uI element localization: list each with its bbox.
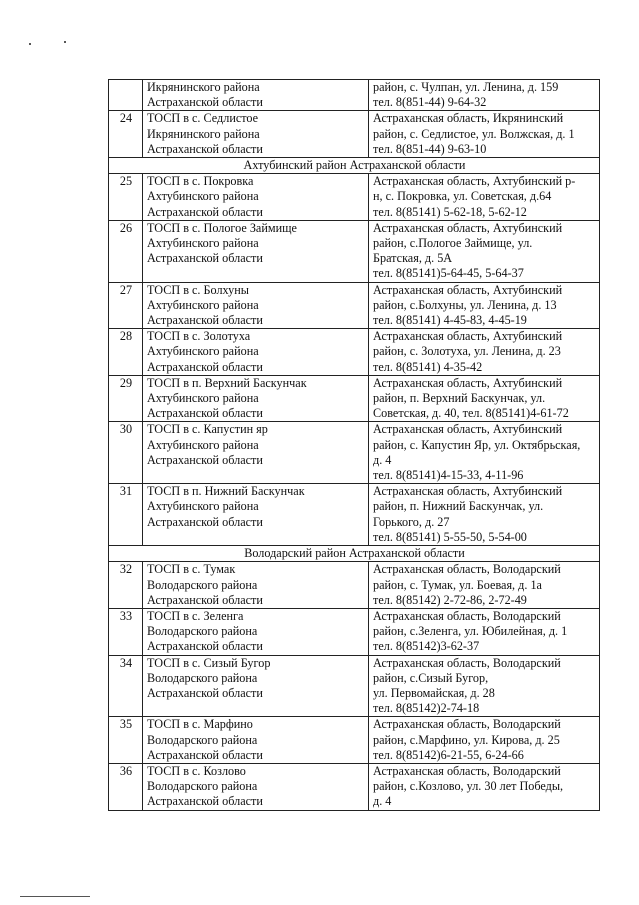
office-address-line: район, с. Седлистое, ул. Волжская, д. 1 [373, 126, 575, 141]
office-address-line: тел. 8(85142)2-74-18 [373, 701, 480, 716]
row-number: 32 [109, 562, 143, 609]
office-name-line: Астраханской области [147, 794, 263, 809]
table-row [109, 422, 600, 484]
office-name-cell [143, 80, 369, 111]
office-address-cell [369, 80, 600, 111]
office-address-line: ул. Первомайская, д. 28 [373, 685, 495, 700]
table-row [109, 329, 600, 376]
office-name-line: ТОСП в с. Тумак [147, 562, 236, 577]
office-address-line: тел. 8(85141) 4-45-83, 4-45-19 [373, 313, 527, 328]
office-address-cell [369, 484, 600, 546]
office-address-line: Горького, д. 27 [373, 514, 450, 529]
section-heading: Володарский район Астраханской области [109, 546, 600, 562]
table-row [109, 220, 600, 282]
office-address-line: Астраханская область, Володарский [373, 562, 561, 577]
office-address-line: тел. 8(851-44) 9-63-10 [373, 141, 487, 156]
office-address-line: Астраханская область, Ахтубинский р- [373, 174, 576, 189]
office-address-line: н, с. Покровка, ул. Советская, д.64 [373, 189, 552, 204]
table-row [109, 80, 600, 111]
row-number: 24 [109, 111, 143, 158]
office-address-line: д. 4 [373, 452, 392, 467]
office-address-line: район, с.Болхуны, ул. Ленина, д. 13 [373, 297, 557, 312]
office-name-cell [143, 717, 369, 764]
office-name-line: ТОСП в с. Покровка [147, 174, 254, 189]
office-name-line: ТОСП в с. Козлово [147, 763, 246, 778]
office-name-line: ТОСП в с. Капустин яр [147, 422, 268, 437]
office-name-cell [143, 608, 369, 655]
office-address-line: Астраханская область, Ахтубинский [373, 220, 563, 235]
table-row [109, 111, 600, 158]
office-name-line: Ахтубинского района [147, 236, 259, 251]
table-row [109, 608, 600, 655]
row-number: 31 [109, 484, 143, 546]
row-number: 35 [109, 717, 143, 764]
table-row [109, 717, 600, 764]
office-name-line: ТОСП в п. Верхний Баскунчак [147, 375, 307, 390]
office-address-line: Астраханская область, Ахтубинский [373, 282, 563, 297]
office-address-cell [369, 422, 600, 484]
office-name-cell [143, 220, 369, 282]
office-address-cell [369, 220, 600, 282]
office-address-line: тел. 8(85142)3-62-37 [373, 639, 480, 654]
row-number: 30 [109, 422, 143, 484]
office-address-line: Советская, д. 40, тел. 8(85141)4-61-72 [373, 406, 569, 421]
office-address-line: район, с. Чулпан, ул. Ленина, д. 159 [373, 80, 559, 94]
page-edge-mark [20, 896, 90, 897]
row-number: 36 [109, 763, 143, 810]
office-address-line: Астраханская область, Володарский [373, 655, 561, 670]
office-name-line: Астраханской области [147, 95, 263, 110]
office-address-line: район, с. Капустин Яр, ул. Октябрьская, [373, 437, 581, 452]
office-address-line: тел. 8(85141) 5-62-18, 5-62-12 [373, 204, 527, 219]
office-address-cell [369, 282, 600, 329]
office-address-line: район, с. Тумак, ул. Боевая, д. 1а [373, 577, 542, 592]
row-number: 26 [109, 220, 143, 282]
office-address-cell [369, 562, 600, 609]
table-row [109, 655, 600, 717]
office-name-line: Астраханской области [147, 747, 263, 762]
office-name-line: Ахтубинского района [147, 499, 259, 514]
office-name-cell [143, 329, 369, 376]
office-name-line: Ахтубинского района [147, 344, 259, 359]
section-row [109, 158, 600, 174]
office-name-line: ТОСП в с. Золотуха [147, 329, 251, 344]
office-address-line: район, с.Сизый Бугор, [373, 670, 489, 685]
office-name-line: ТОСП в с. Седлистое [147, 111, 259, 126]
table-row [109, 562, 600, 609]
office-address-line: район, п. Нижний Баскунчак, ул. [373, 499, 544, 514]
row-number: 25 [109, 174, 143, 221]
table-row [109, 174, 600, 221]
table-row [109, 375, 600, 422]
section-heading: Ахтубинский район Астраханской области [109, 158, 600, 174]
office-address-table [108, 79, 600, 811]
office-address-line: тел. 8(85142)6-21-55, 6-24-66 [373, 747, 524, 762]
office-address-line: район, с.Козлово, ул. 30 лет Победы, [373, 779, 564, 794]
office-address-line: тел. 8(851-44) 9-64-32 [373, 95, 487, 110]
office-name-line: Икрянинского района [147, 126, 260, 141]
office-address-line: тел. 8(85141) 4-35-42 [373, 359, 483, 374]
scan-speck [29, 43, 31, 45]
section-row [109, 546, 600, 562]
office-name-line: Астраханской области [147, 406, 263, 421]
office-address-line: Астраханская область, Ахтубинский [373, 375, 563, 390]
office-name-line: Ахтубинского района [147, 391, 259, 406]
office-address-cell [369, 608, 600, 655]
office-address-line: тел. 8(85141)4-15-33, 4-11-96 [373, 468, 524, 483]
office-name-cell [143, 375, 369, 422]
office-name-cell [143, 562, 369, 609]
row-number: 29 [109, 375, 143, 422]
office-name-line: Астраханской области [147, 204, 263, 219]
office-name-line: Астраханской области [147, 251, 263, 266]
office-address-line: район, с. Золотуха, ул. Ленина, д. 23 [373, 344, 561, 359]
office-name-line: ТОСП в п. Нижний Баскунчак [147, 484, 305, 499]
table-row [109, 282, 600, 329]
office-address-line: район, с.Зеленга, ул. Юбилейная, д. 1 [373, 624, 568, 639]
office-address-line: Астраханская область, Ахтубинский [373, 422, 563, 437]
office-address-line: Астраханская область, Володарский [373, 717, 561, 732]
office-name-cell [143, 763, 369, 810]
office-name-cell [143, 111, 369, 158]
office-name-line: ТОСП в с. Марфино [147, 717, 253, 732]
office-name-line: Астраханской области [147, 359, 263, 374]
row-number: 27 [109, 282, 143, 329]
office-address-line: Астраханская область, Ахтубинский [373, 484, 563, 499]
row-number [109, 80, 143, 111]
office-name-line: Астраханской области [147, 685, 263, 700]
office-address-line: д. 4 [373, 794, 392, 809]
office-address-line: район, с.Марфино, ул. Кирова, д. 25 [373, 732, 560, 747]
row-number: 28 [109, 329, 143, 376]
row-number: 34 [109, 655, 143, 717]
table-row [109, 484, 600, 546]
office-address-line: тел. 8(85141) 5-55-50, 5-54-00 [373, 529, 527, 544]
office-address-cell [369, 655, 600, 717]
office-name-line: Володарского района [147, 624, 258, 639]
office-address-line: Братская, д. 5А [373, 251, 453, 266]
office-name-line: Астраханской области [147, 452, 263, 467]
office-name-line: Астраханской области [147, 141, 263, 156]
office-name-line: ТОСП в с. Болхуны [147, 282, 249, 297]
table-row [109, 763, 600, 810]
office-name-line: Астраханской области [147, 639, 263, 654]
table-body [109, 80, 600, 811]
office-address-cell [369, 717, 600, 764]
office-address-cell [369, 329, 600, 376]
office-name-line: Володарского района [147, 670, 258, 685]
office-address-line: Астраханская область, Володарский [373, 763, 561, 778]
office-name-line: Астраханской области [147, 514, 263, 529]
row-number: 33 [109, 608, 143, 655]
office-address-line: район, п. Верхний Баскунчак, ул. [373, 391, 546, 406]
office-name-line: Ахтубинского района [147, 189, 259, 204]
office-name-line: Володарского района [147, 732, 258, 747]
office-name-line: Астраханской области [147, 592, 263, 607]
scan-speck [64, 41, 66, 43]
office-name-line: Володарского района [147, 779, 258, 794]
office-address-line: тел. 8(85141)5-64-45, 5-64-37 [373, 266, 524, 281]
office-name-line: Володарского района [147, 577, 258, 592]
office-address-cell [369, 174, 600, 221]
office-address-cell [369, 763, 600, 810]
office-address-line: Астраханская область, Володарский [373, 608, 561, 623]
office-name-cell [143, 484, 369, 546]
office-name-cell [143, 282, 369, 329]
office-address-line: тел. 8(85142) 2-72-86, 2-72-49 [373, 592, 527, 607]
office-address-cell [369, 111, 600, 158]
office-name-cell [143, 174, 369, 221]
office-name-line: ТОСП в с. Сизый Бугор [147, 655, 271, 670]
office-name-line: Ахтубинского района [147, 297, 259, 312]
office-name-line: Икрянинского района [147, 80, 260, 94]
office-address-cell [369, 375, 600, 422]
office-address-line: Астраханская область, Икрянинский [373, 111, 564, 126]
office-address-line: район, с.Пологое Займище, ул. [373, 236, 533, 251]
office-name-cell [143, 655, 369, 717]
office-address-line: Астраханская область, Ахтубинский [373, 329, 563, 344]
office-name-line: ТОСП в с. Зеленга [147, 608, 244, 623]
office-name-cell [143, 422, 369, 484]
office-name-line: ТОСП в с. Пологое Займище [147, 220, 297, 235]
office-name-line: Ахтубинского района [147, 437, 259, 452]
office-name-line: Астраханской области [147, 313, 263, 328]
